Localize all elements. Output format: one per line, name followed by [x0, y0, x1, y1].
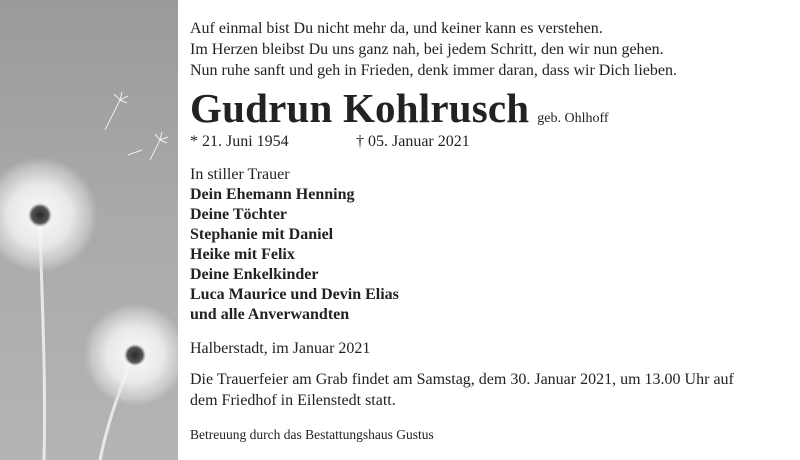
- deceased-name: Gudrun Kohlrusch: [190, 85, 530, 131]
- mourner: Heike mit Felix: [190, 246, 295, 263]
- birth-date: * 21. Juni 1954: [190, 133, 289, 150]
- mourners-list: [190, 165, 399, 325]
- death-date: † 05. Januar 2021: [356, 133, 470, 150]
- mourner: Deine Töchter: [190, 206, 288, 223]
- poem: [190, 18, 677, 81]
- undertaker-note: Betreuung durch das Bestattungshaus Gustus: [190, 427, 434, 442]
- mourner: Stephanie mit Daniel: [190, 226, 334, 243]
- mourners-intro: In stiller Trauer: [190, 166, 290, 183]
- poem-line: Im Herzen bleibst Du uns ganz nah, bei jedem Schritt, den wir nun gehen.: [190, 41, 664, 58]
- mourner: Luca Maurice und Devin Elias: [190, 286, 399, 303]
- mourner: und alle Anverwandten: [190, 306, 350, 323]
- poem-line: Auf einmal bist Du nicht mehr da, und keiner kann es verstehen.: [190, 20, 603, 37]
- dandelion-photo: [0, 0, 178, 460]
- place-date: Halberstadt, im Januar 2021: [190, 340, 371, 357]
- service-line: dem Friedhof in Eilenstedt statt.: [190, 392, 396, 409]
- service-info: [190, 369, 790, 411]
- poem-line: Nun ruhe sanft und geh in Frieden, denk immer daran, dass wir Dich lieben.: [190, 62, 677, 79]
- mourner: Dein Ehemann Henning: [190, 186, 355, 203]
- birth-name: geb. Ohlhoff: [537, 111, 609, 126]
- dandelion-illustration: [0, 0, 178, 460]
- service-line: Die Trauerfeier am Grab findet am Samstag, dem 30. Januar 2021, um 13.00 Uhr auf: [190, 371, 734, 388]
- deceased-name-row: [190, 84, 609, 132]
- mourner: Deine Enkelkinder: [190, 266, 319, 283]
- life-dates: [190, 133, 470, 151]
